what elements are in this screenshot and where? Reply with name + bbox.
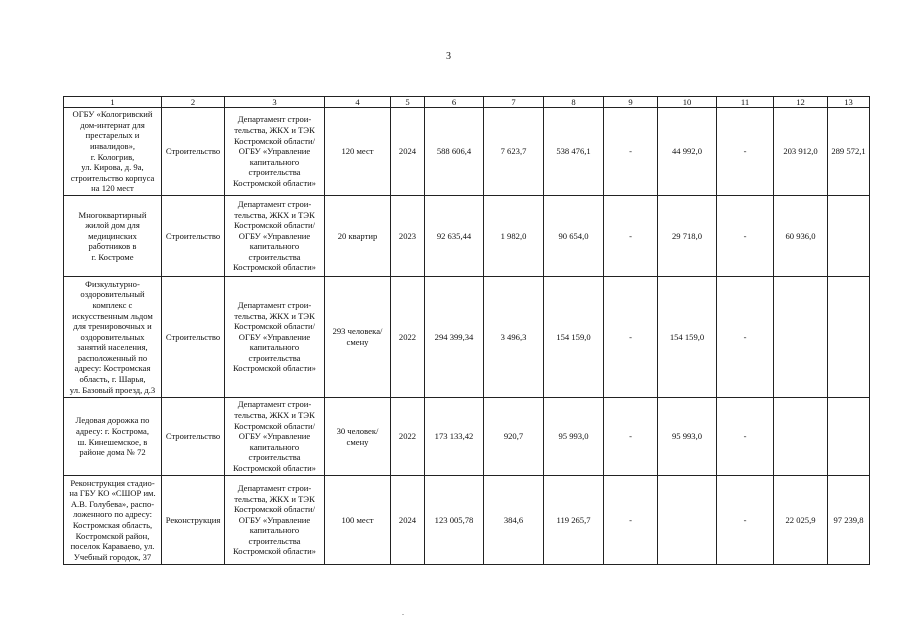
value-cell	[828, 277, 870, 398]
value-cell: 154 159,0	[544, 277, 604, 398]
value-cell: 173 133,42	[425, 398, 484, 476]
value-cell: -	[717, 277, 774, 398]
value-cell: 95 993,0	[658, 398, 717, 476]
value-cell: 3 496,3	[484, 277, 544, 398]
scan-artifact	[402, 614, 404, 615]
value-cell: 1 982,0	[484, 196, 544, 277]
value-cell: 92 635,44	[425, 196, 484, 277]
value-cell: 203 912,0	[774, 108, 828, 196]
value-cell: 29 718,0	[658, 196, 717, 277]
value-cell: 920,7	[484, 398, 544, 476]
department-cell: Департамент строи- тельства, ЖКХ и ТЭК Костромской области/ ОГБУ «Управление капитального строительства Костромской области»	[225, 196, 325, 277]
value-cell	[658, 476, 717, 565]
header-cell: 8	[544, 97, 604, 108]
capacity-cell: 20 квартир	[325, 196, 391, 277]
value-cell: 95 993,0	[544, 398, 604, 476]
value-cell: -	[604, 398, 658, 476]
value-cell: -	[717, 398, 774, 476]
value-cell: 97 239,8	[828, 476, 870, 565]
department-cell: Департамент строи- тельства, ЖКХ и ТЭК Костромской области/ ОГБУ «Управление капитального строительства Костромской области»	[225, 398, 325, 476]
value-cell: -	[717, 196, 774, 277]
value-cell: 119 265,7	[544, 476, 604, 565]
header-cell: 7	[484, 97, 544, 108]
value-cell	[774, 277, 828, 398]
value-cell: 588 606,4	[425, 108, 484, 196]
year-cell: 2024	[391, 108, 425, 196]
value-cell: 538 476,1	[544, 108, 604, 196]
header-cell: 2	[162, 97, 225, 108]
year-cell: 2023	[391, 196, 425, 277]
table-row	[64, 277, 870, 398]
value-cell: 154 159,0	[658, 277, 717, 398]
header-cell: 9	[604, 97, 658, 108]
value-cell	[828, 398, 870, 476]
object-name-cell: Реконструкция стадио- на ГБУ КО «СШОР им. А.В. Голубева», распо- ложенного по адресу: Костромская область, Костромской район, поселок Караваево, ул. Учебный городок, 37	[64, 476, 162, 565]
investment-table	[63, 96, 870, 565]
header-row	[64, 97, 870, 108]
object-name-cell: Ледовая дорожка по адресу: г. Кострома, ш. Кинешемское, в районе дома № 72	[64, 398, 162, 476]
work-type-cell: Строительство	[162, 196, 225, 277]
header-cell: 1	[64, 97, 162, 108]
value-cell: 22 025,9	[774, 476, 828, 565]
department-cell: Департамент строи- тельства, ЖКХ и ТЭК Костромской области/ ОГБУ «Управление капитального строительства Костромской области»	[225, 108, 325, 196]
year-cell: 2024	[391, 476, 425, 565]
object-name-cell: Многоквартирный жилой дом для медицинских работников в г. Костроме	[64, 196, 162, 277]
value-cell: -	[604, 476, 658, 565]
value-cell: -	[717, 476, 774, 565]
work-type-cell: Реконструкция	[162, 476, 225, 565]
value-cell: 289 572,1	[828, 108, 870, 196]
value-cell: 60 936,0	[774, 196, 828, 277]
table-row	[64, 108, 870, 196]
header-cell: 5	[391, 97, 425, 108]
value-cell: -	[717, 108, 774, 196]
object-name-cell: ОГБУ «Кологривский дом-интернат для престарелых и инвалидов», г. Кологрив, ул. Кирова, д. 9а, строительство корпуса на 120 мест	[64, 108, 162, 196]
header-cell: 13	[828, 97, 870, 108]
year-cell: 2022	[391, 398, 425, 476]
header-cell: 12	[774, 97, 828, 108]
value-cell: 7 623,7	[484, 108, 544, 196]
header-cell: 4	[325, 97, 391, 108]
capacity-cell: 100 мест	[325, 476, 391, 565]
table-row	[64, 476, 870, 565]
page-number: 3	[446, 51, 451, 62]
value-cell: 123 005,78	[425, 476, 484, 565]
table-row	[64, 398, 870, 476]
header-cell: 3	[225, 97, 325, 108]
value-cell: 90 654,0	[544, 196, 604, 277]
capacity-cell: 120 мест	[325, 108, 391, 196]
year-cell: 2022	[391, 277, 425, 398]
value-cell: -	[604, 277, 658, 398]
header-cell: 11	[717, 97, 774, 108]
department-cell: Департамент строи- тельства, ЖКХ и ТЭК Костромской области/ ОГБУ «Управление капитального строительства Костромской области»	[225, 277, 325, 398]
value-cell: 294 399,34	[425, 277, 484, 398]
header-cell: 6	[425, 97, 484, 108]
work-type-cell: Строительство	[162, 277, 225, 398]
work-type-cell: Строительство	[162, 108, 225, 196]
value-cell: 384,6	[484, 476, 544, 565]
value-cell: -	[604, 196, 658, 277]
work-type-cell: Строительство	[162, 398, 225, 476]
table-row	[64, 196, 870, 277]
value-cell	[774, 398, 828, 476]
object-name-cell: Физкультурно- оздоровительный комплекс с искусственным льдом для тренировочных и оздоровительных занятий населения, расположенный по адресу: Костромская область, г. Шарья, ул. Базовый проезд, д.3	[64, 277, 162, 398]
department-cell: Департамент строи- тельства, ЖКХ и ТЭК Костромской области/ ОГБУ «Управление капитального строительства Костромской области»	[225, 476, 325, 565]
value-cell	[828, 196, 870, 277]
value-cell: -	[604, 108, 658, 196]
header-cell: 10	[658, 97, 717, 108]
capacity-cell: 30 человек/ смену	[325, 398, 391, 476]
capacity-cell: 293 человека/ смену	[325, 277, 391, 398]
value-cell: 44 992,0	[658, 108, 717, 196]
